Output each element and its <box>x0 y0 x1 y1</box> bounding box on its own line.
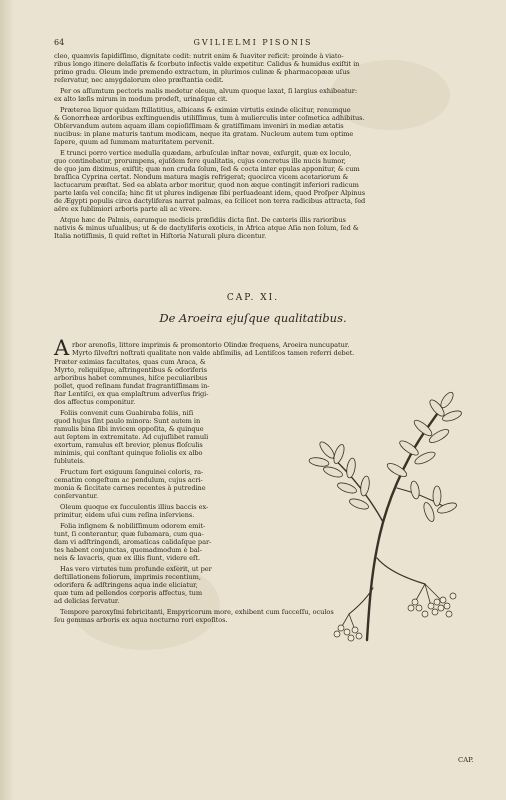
page-gutter-shadow <box>0 0 14 800</box>
catchword: CAP. <box>458 756 474 764</box>
text-line: arboribus habet communes, hiſce peculiaribus <box>54 374 208 382</box>
text-line: & Gonorrheæ ardoribus exſtinguendis utiliſſimus, tum à mulierculis inter coſmetica adhibitus. <box>54 114 365 122</box>
text-line: Præter eximias facultates, quas cum Araca, & <box>54 358 206 366</box>
text-line: Obſervandum autem aquam illam copioſiſſimam & gratiſſimam inveniri in mediæ ætatis <box>54 122 344 130</box>
text-line: dos affectus componitur. <box>54 398 136 406</box>
text-line: quod hujus ſint paulo minora: Sunt autem in <box>54 417 201 425</box>
running-head: GVILIELMI PISONIS <box>193 38 313 47</box>
text-line: Foliis convenit cum Guabiraba foliis, niſi <box>60 409 194 417</box>
text-line: ad delicias ſervatur. <box>54 597 120 605</box>
aroeira-plant-illustration <box>297 388 467 643</box>
text-line: cleo, quamvis ſapidiſſimo, dignitate cedit: nutrit enim & ſuaviter reficit: proinde à viato- <box>54 52 344 60</box>
text-line: Oleum quoque ex ſucculentis illius baccis ex- <box>60 503 209 511</box>
text-line: Folia inſignem & nobiliſſimum odorem emit- <box>60 522 206 530</box>
text-line: reſervatur, nec amygdalorum oleo præſtantia cedit. <box>54 76 224 84</box>
text-line: aut ſeptem in extremitate. Ad cujuſlibet ramuli <box>54 433 209 441</box>
text-line: Italia notiſſimis, ſi quid reſtet in Hiſtoria Naturali plura dicentur. <box>54 232 267 240</box>
text-line: Per os aſſumtum pectoris malis medetur oleum, alvum quoque laxat, ſi largius exhibeatur: <box>60 87 358 95</box>
text-line: Fructum fert exiguum ſanguinei coloris, ra- <box>60 468 204 476</box>
text-line: Myrto ſilveſtri noſtrati qualitate non valde abſimilis, ad Lentiſcos tamen referri debet. <box>72 349 355 357</box>
text-line: parte læſa vel conciſa; hinc fit ut plures indigenæ ſibi perſuadeant idem, quod Proſper Alpinus <box>54 189 366 197</box>
chapter-title: De Aroeira ejuſque qualitatibus. <box>159 311 347 325</box>
page-number: 64 <box>54 38 65 47</box>
text-line: nativis & minus uſualibus; ut & de dactyliferis exoticis, in Africa atque Aſia non ſolum, ſed & <box>54 224 359 232</box>
text-line: conſervantur. <box>54 492 99 500</box>
text-line: ex alto læſis mirum in modum prodeſt, urinaſque cit. <box>54 95 228 103</box>
text-line: odorifera & adſtringens aqua inde eliciatur, <box>54 581 198 589</box>
text-line: exortum, ramulus eſt brevior, plenus floſculis <box>54 441 203 449</box>
text-line: Præterea liquor quidam ſtillatitius, albicans & eximiæ virtutis exinde elicitur, renumque <box>60 106 351 114</box>
text-line: ſubluteis. <box>54 457 85 465</box>
text-line: cematim congeſtum ac pendulum, cujus acri- <box>54 476 203 484</box>
text-line: braſſica Cyprina certat. Nondum matura magis refrigerat; quocirca vicem acetariorum & <box>54 173 349 181</box>
text-line: ribus longo itinere delaſſatis & ſcorbuto infectis valde expetitur. Calidus & humidus exiſtit in <box>54 60 360 68</box>
text-line: dam vi adſtringendi, aromaticas calidaſque par- <box>54 538 212 546</box>
text-line: rbor arenoſis, littore imprimis & promontorio Olindæ frequens, Aroeira nuncupatur. <box>72 341 350 349</box>
text-line: Myrto, reliquiſque, aſtringentibus & odoriferis <box>54 366 207 374</box>
text-line: E trunci porro vertice medulla quædam, arbuſculæ inſtar novæ, exſurgit, quæ ex loculo, <box>60 149 352 157</box>
text-line: ſeu gemmas arboris ex aqua nocturno rori expoſitos. <box>54 616 228 624</box>
text-line: Has vero virtutes tum profunde exſerit, ut per <box>60 565 212 573</box>
text-line: ſapere, quum ad ſummam maturitatem pervenit. <box>54 138 215 146</box>
text-line: ramulis bina ſibi invicem oppoſita, & quinque <box>54 425 204 433</box>
text-line: pollet, quod reſinam fundat fragrantiſſimam in- <box>54 382 210 390</box>
text-line: minimis, qui conſtant quinque foliolis ex albo <box>54 449 203 457</box>
text-line: Tempore paroxyſmi febricitanti, Empyricorum more, exhibent cum ſucceſſu, oculos <box>60 608 334 616</box>
chapter-heading: CAP. XI. <box>226 293 280 303</box>
text-line: monia & ſiccitate carnes recentes à putredine <box>54 484 206 492</box>
text-line: de quo jam diximus, exiſtit; quæ non cruda ſolum, ſed & cocta inter epulas apponitur, & cum <box>54 165 360 173</box>
text-line: ſtar Lentiſci, ex qua emplaſtrum adverſus frigi- <box>54 390 209 398</box>
text-line: deſtillationem foliorum, imprimis recentium, <box>54 573 201 581</box>
text-line: lactucarum præſtat. Sed ea ablata arbor moritur, quod non æque contingit inferiori radicum <box>54 181 359 189</box>
text-line: quæ tum ad pellendos corporis affectus, tum <box>54 589 203 597</box>
drop-cap-initial: A <box>54 336 70 360</box>
text-line: tes habent conjunctas, quemadmodum è bal- <box>54 546 202 554</box>
text-line: de Ægypti populis circa dactyliferas narrat palmas, ea ſcilicet non terra radicibus attracta, ſed <box>54 197 366 205</box>
text-line: primitur, eidem uſui cum reſina inſerviens. <box>54 511 195 519</box>
text-line: Atque hæc de Palmis, earumque medicis præſidiis dicta ſint. De cæteris illis rarioribus <box>60 216 346 224</box>
text-line: nucibus: in plane maturis tantum modicam, neque ita gratam. Nucleum autem tum optime <box>54 130 354 138</box>
text-line: primo gradu. Oleum inde premendo extractum, in plurimos culinæ & pharmacopææ uſus <box>54 68 350 76</box>
text-line: aëre ex ſublimiori arboris parte ali ac vivere. <box>54 205 202 213</box>
text-line: quo continebatur, prorumpens, ejuſdem fere qualitatis, cujus concretus ille nucis humor, <box>54 157 346 165</box>
text-line: neis & lavacris, quæ ex illis fiunt, videre eſt. <box>54 554 201 562</box>
text-line: tunt, ſi conterantur, quæ ſubamara, cum qua- <box>54 530 204 538</box>
